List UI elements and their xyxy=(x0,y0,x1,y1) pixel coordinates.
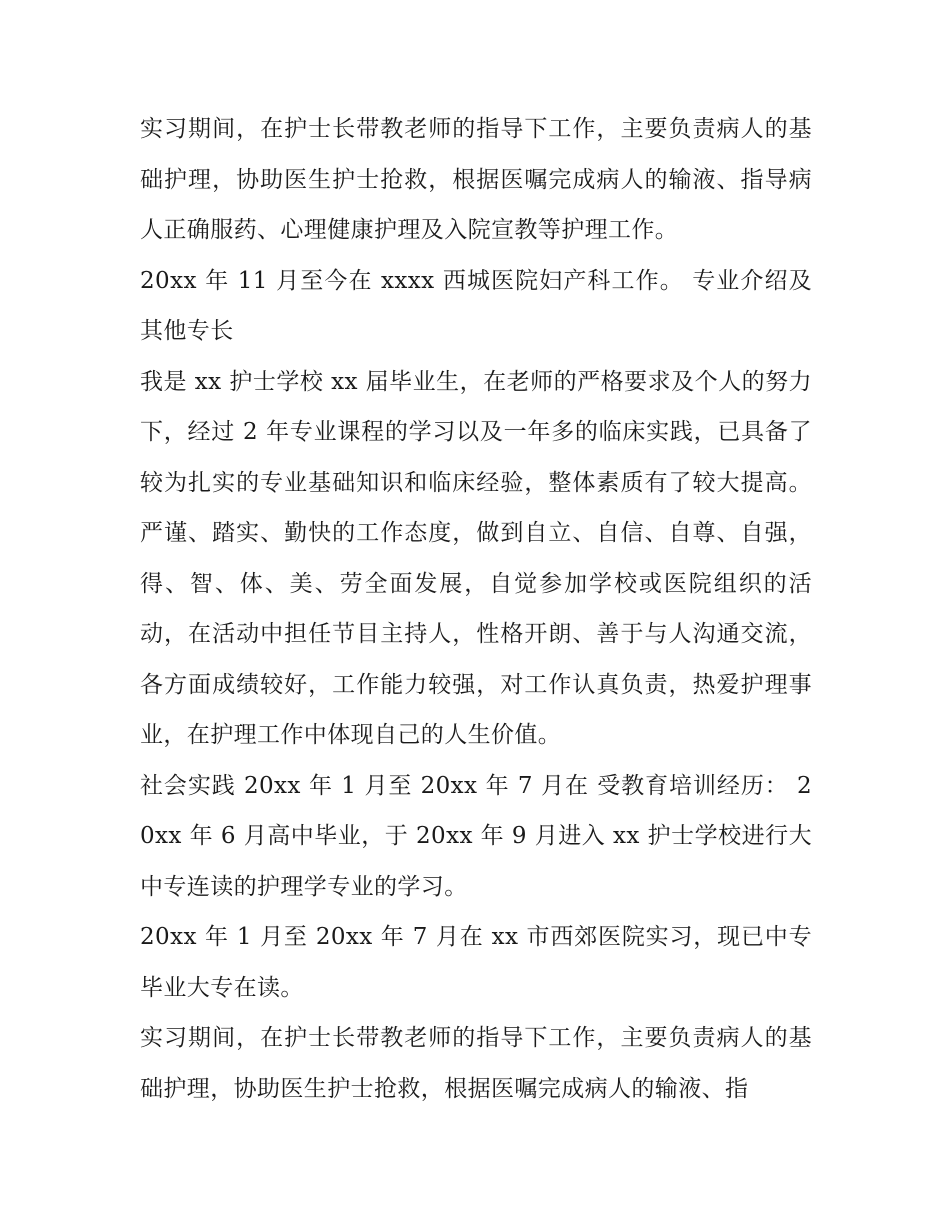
paragraph-education-history: 社会实践 20xx 年 1 月至 20xx 年 7 月在 受教育培训经历： 20xx 年 6 月高中毕业，于 20xx 年 9 月进入 xx 护士学校进行大中专连读的护理学专业的学习。 xyxy=(140,772,812,900)
paragraph-internship-period: 20xx 年 1 月至 20xx 年 7 月在 xx 市西郊医院实习，现已中专毕业大专在读。 xyxy=(140,924,812,1001)
paragraph-internship-duties-repeat: 实习期间，在护士长带教老师的指导下工作，主要负责病人的基础护理，协助医生护士抢救，根据医嘱完成病人的输液、指 xyxy=(140,1025,812,1102)
paragraph-current-work: 20xx 年 11 月至今在 xxxx 西城医院妇产科工作。 专业介绍及其他专长 xyxy=(140,267,812,344)
paragraph-internship-duties: 实习期间，在护士长带教老师的指导下工作，主要负责病人的基础护理，协助医生护士抢救，根据医嘱完成病人的输液、指导病人正确服药、心理健康护理及入院宣教等护理工作。 xyxy=(140,116,812,243)
document-body xyxy=(140,104,812,1114)
paragraph-self-introduction: 我是 xx 护士学校 xx 届毕业生，在老师的严格要求及个人的努力下，经过 2 年专业课程的学习以及一年多的临床实践，已具备了较为扎实的专业基础知识和临床经验，整体素质有了较大提高。严谨、踏实、勤快的工作态度，做到自立、自信、自尊、自强，得、智、体、美、劳全面发展，自觉参加学校或医院组织的活动，在活动中担任节目主持人，性格开朗、善于与人沟通交流，各方面成绩较好，工作能力较强，对工作认真负责，热爱护理事业，在护理工作中体现自己的人生价值。 xyxy=(140,368,812,748)
